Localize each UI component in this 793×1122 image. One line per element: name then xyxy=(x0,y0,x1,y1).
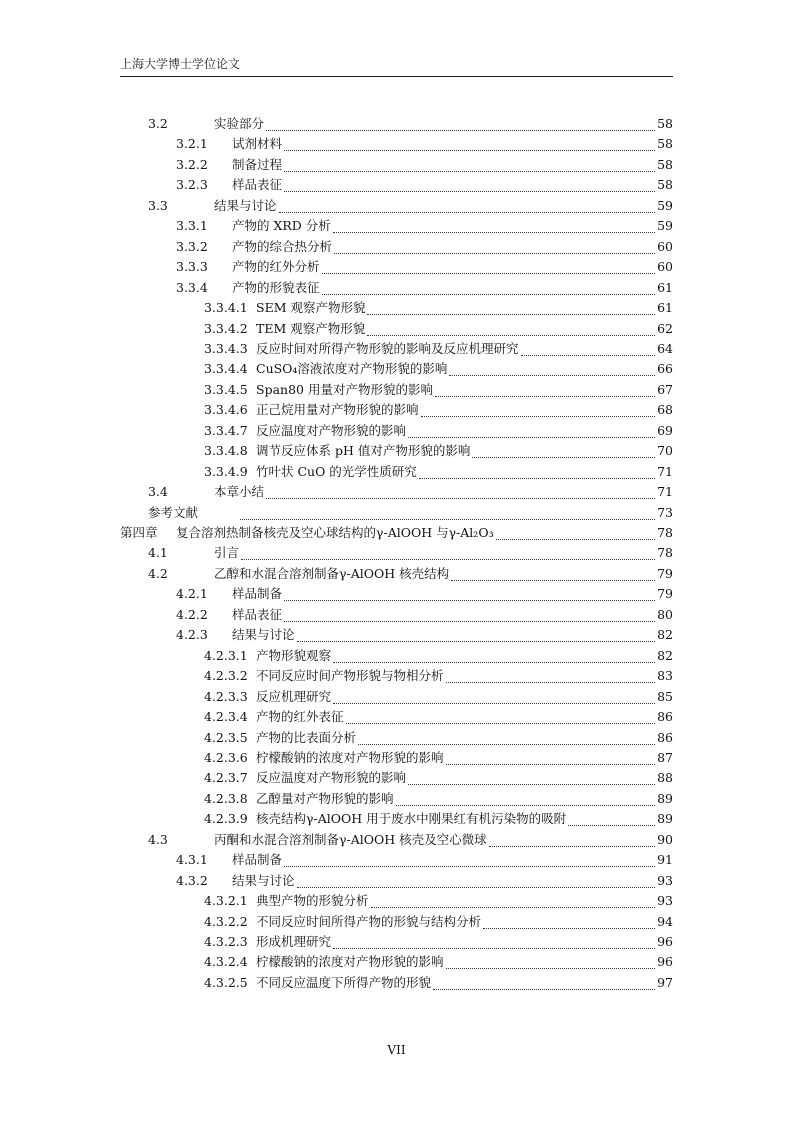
toc-entry-page: 82 xyxy=(657,647,673,663)
toc-entry-title: 柠檬酸钠的浓度对产物形貌的影响 xyxy=(256,954,444,970)
dot-leader xyxy=(284,620,655,622)
dot-leader xyxy=(322,293,656,295)
toc-entry-page: 78 xyxy=(657,545,673,561)
dot-leader xyxy=(489,845,656,847)
toc-entry[interactable] xyxy=(176,584,673,604)
toc-entry-number: 3.3.4.7 xyxy=(204,422,248,438)
toc-entry[interactable] xyxy=(204,973,673,993)
toc-entry[interactable] xyxy=(204,666,673,686)
toc-entry-title: 样品制备 xyxy=(232,586,283,602)
toc-entry-number: 4.3 xyxy=(148,831,168,847)
toc-entry[interactable] xyxy=(148,482,673,502)
toc-entry-title: SEM 观察产物形貌 xyxy=(256,300,366,316)
dot-leader xyxy=(358,743,655,745)
dot-leader xyxy=(333,702,655,704)
toc-entry-title: 产物的红外分析 xyxy=(232,259,320,275)
toc-entry-title: 调节反应体系 pH 值对产物形貌的影响 xyxy=(256,443,471,459)
toc-entry-title: CuSO₄溶液浓度对产物形貌的影响 xyxy=(256,361,448,377)
toc-entry-number: 3.3 xyxy=(148,197,168,213)
toc-entry-page: 58 xyxy=(657,177,673,193)
toc-entry[interactable] xyxy=(148,114,673,134)
toc-entry[interactable] xyxy=(148,830,673,850)
toc-entry-number: 3.2.1 xyxy=(176,136,208,152)
dot-leader xyxy=(446,681,656,683)
toc-entry[interactable] xyxy=(176,134,673,154)
toc-entry[interactable] xyxy=(204,421,673,441)
toc-entry-number: 4.2.3.7 xyxy=(204,770,248,786)
toc-entry-page: 59 xyxy=(657,197,673,213)
toc-entry[interactable] xyxy=(176,605,673,625)
dot-leader xyxy=(297,886,656,888)
toc-entry-number: 4.2.3.4 xyxy=(204,709,248,725)
toc-entry-page: 96 xyxy=(657,954,673,970)
toc-entry-number: 4.3.2.3 xyxy=(204,934,248,949)
toc-entry[interactable] xyxy=(204,319,673,339)
toc-entry-page: 90 xyxy=(657,831,673,847)
toc-entry-page: 67 xyxy=(657,381,673,397)
toc-entry-page: 59 xyxy=(657,218,673,234)
toc-entry-number: 3.3.4.6 xyxy=(204,402,248,418)
toc-entry[interactable] xyxy=(204,728,673,748)
dot-leader xyxy=(284,149,655,151)
toc-entry-page: 64 xyxy=(657,340,673,356)
toc-entry[interactable] xyxy=(120,523,673,543)
toc-entry-page: 79 xyxy=(657,565,673,581)
toc-entry-page: 83 xyxy=(657,668,673,684)
dot-leader xyxy=(396,804,656,806)
toc-entry-number: 4.2.3.3 xyxy=(204,688,248,704)
toc-entry[interactable] xyxy=(204,707,673,727)
toc-entry-page: 91 xyxy=(657,852,673,868)
toc-entry-page: 58 xyxy=(657,116,673,131)
header-title: 上海大学博士学位论文 xyxy=(120,57,241,71)
dot-leader xyxy=(266,129,655,131)
toc-entry-title: 样品表征 xyxy=(232,177,283,193)
toc-entry-title: Span80 用量对产物形貌的影响 xyxy=(256,381,433,397)
toc-entry[interactable] xyxy=(176,175,673,195)
toc-entry-page: 69 xyxy=(657,422,673,438)
dot-leader xyxy=(333,231,655,233)
toc-entry-page: 93 xyxy=(657,872,673,888)
toc-entry-number: 4.3.1 xyxy=(176,852,208,868)
toc-entry-page: 82 xyxy=(657,627,673,643)
toc-entry-page: 89 xyxy=(657,790,673,806)
toc-entry[interactable] xyxy=(176,625,673,645)
toc-entry[interactable] xyxy=(204,646,673,666)
toc-entry-page: 93 xyxy=(657,893,673,909)
toc-entry-number: 3.3.2 xyxy=(176,238,208,254)
toc-entry[interactable] xyxy=(148,543,673,563)
dot-leader xyxy=(419,477,655,479)
dot-leader xyxy=(451,579,655,581)
toc-entry-page: 58 xyxy=(657,156,673,172)
dot-leader xyxy=(284,170,655,172)
toc-entry-number: 3.3.4.8 xyxy=(204,443,248,459)
toc-entry-title: 试剂材料 xyxy=(232,136,283,152)
toc-entry-number: 4.2.3.1 xyxy=(204,647,248,663)
toc-entry-number: 3.3.1 xyxy=(176,218,208,234)
toc-entry-page: 79 xyxy=(657,586,673,602)
toc-entry-title: 结果与讨论 xyxy=(232,627,295,643)
dot-leader xyxy=(521,354,656,356)
toc-entry[interactable] xyxy=(204,462,673,482)
toc-entry-number: 3.3.3 xyxy=(176,259,208,275)
running-header xyxy=(120,55,673,77)
toc-entry[interactable] xyxy=(204,932,673,952)
toc-entry-title: 形成机理研究 xyxy=(256,934,332,949)
toc-entry-number: 4.2.3.9 xyxy=(204,811,248,827)
dot-leader xyxy=(435,395,655,397)
toc-entry-page: 60 xyxy=(657,259,673,275)
toc-entry-page: 80 xyxy=(657,606,673,622)
toc-entry-page: 68 xyxy=(657,402,673,418)
dot-leader xyxy=(334,252,655,254)
toc-entry-number: 4.1 xyxy=(148,545,168,561)
dot-leader xyxy=(367,334,655,336)
dot-leader xyxy=(472,456,655,458)
toc-entry-number: 参考文献 xyxy=(148,504,199,520)
toc-entry-number: 3.3.4.5 xyxy=(204,381,248,397)
dot-leader xyxy=(408,436,655,438)
toc-entry-title: 产物的形貌表征 xyxy=(232,279,320,295)
toc-entry[interactable] xyxy=(204,891,673,911)
toc-entry-page: 61 xyxy=(657,300,673,316)
toc-entry-number: 4.2.2 xyxy=(176,606,208,622)
toc-entry[interactable] xyxy=(148,564,673,584)
toc-entry[interactable] xyxy=(176,871,673,891)
toc-entry-number: 4.3.2.5 xyxy=(204,974,248,990)
toc-entry-number: 4.2.1 xyxy=(176,586,208,602)
toc-entry-page: 70 xyxy=(657,443,673,459)
toc-entry-number: 3.2.3 xyxy=(176,177,208,193)
toc-entry-title: 乙醇量对产物形貌的影响 xyxy=(256,790,394,806)
dot-leader xyxy=(449,374,655,376)
toc-entry-title: 结果与讨论 xyxy=(214,197,277,213)
toc-entry-number: 4.3.2.4 xyxy=(204,954,248,970)
dot-leader xyxy=(371,906,656,908)
toc-entry-title: 引言 xyxy=(214,545,240,561)
toc-entry[interactable] xyxy=(176,237,673,257)
dot-leader xyxy=(421,415,656,417)
toc-entry-title: 反应温度对产物形貌的影响 xyxy=(256,422,407,438)
toc-entry-page: 96 xyxy=(657,934,673,949)
toc-entry[interactable] xyxy=(204,400,673,420)
dot-leader xyxy=(240,518,655,520)
toc-entry-page: 58 xyxy=(657,136,673,152)
toc-entry-title: 不同反应温度下所得产物的形貌 xyxy=(256,974,432,990)
toc-entry[interactable] xyxy=(176,278,673,298)
toc-entry-title: 产物的 XRD 分析 xyxy=(232,218,331,234)
toc-entry-title: 产物的比表面分析 xyxy=(256,729,357,745)
toc-entry[interactable] xyxy=(148,196,673,216)
toc-entry-number: 3.3.4 xyxy=(176,279,208,295)
toc-entry-number: 4.3.2.1 xyxy=(204,893,248,909)
toc-entry-number: 4.2.3.6 xyxy=(204,749,248,765)
dot-leader xyxy=(446,967,656,969)
toc-entry-page: 66 xyxy=(657,361,673,377)
dot-leader xyxy=(284,865,655,867)
toc-entry-title: 反应温度对产物形貌的影响 xyxy=(256,770,407,786)
toc-entry[interactable] xyxy=(148,503,673,523)
toc-entry-number: 4.2 xyxy=(148,565,168,581)
toc-entry-page: 97 xyxy=(657,974,673,990)
toc-entry-number: 3.3.4.4 xyxy=(204,361,248,377)
toc-entry-title: 样品表征 xyxy=(232,606,283,622)
toc-entry[interactable] xyxy=(176,216,673,236)
toc-entry-title: 反应时间对所得产物形貌的影响及反应机理研究 xyxy=(256,340,519,356)
toc-entry-page: 94 xyxy=(657,913,673,929)
toc-entry-page: 60 xyxy=(657,238,673,254)
dot-leader xyxy=(346,722,656,724)
dot-leader xyxy=(333,947,655,949)
toc-entry[interactable] xyxy=(204,359,673,379)
toc-entry-title: TEM 观察产物形貌 xyxy=(256,320,366,336)
toc-entry-number: 4.2.3.2 xyxy=(204,668,248,684)
toc-entry-title: 正己烷用量对产物形貌的影响 xyxy=(256,402,419,418)
toc-entry-number: 3.3.4.1 xyxy=(204,300,248,316)
toc-entry-title: 竹叶状 CuO 的光学性质研究 xyxy=(256,463,417,479)
toc-entry-title: 实验部分 xyxy=(214,116,265,131)
toc-entry-number: 3.3.4.3 xyxy=(204,340,248,356)
toc-entry-number: 3.2.2 xyxy=(176,156,208,172)
toc-entry-title: 不同反应时间所得产物的形貌与结构分析 xyxy=(256,913,482,929)
toc-entry-title: 制备过程 xyxy=(232,156,283,172)
toc-entry-number: 3.2 xyxy=(148,116,168,131)
dot-leader xyxy=(483,927,655,929)
toc-entry-page: 86 xyxy=(657,709,673,725)
toc-entry-number: 4.2.3.8 xyxy=(204,790,248,806)
toc-entry-page: 61 xyxy=(657,279,673,295)
dot-leader xyxy=(367,313,655,315)
toc-entry-title: 复合溶剂热制备核壳及空心球结构的γ-AlOOH 与γ-Al₂O₃ xyxy=(176,525,494,540)
toc-entry[interactable] xyxy=(204,768,673,788)
toc-entry-number: 4.3.2 xyxy=(176,872,208,888)
toc-entry-page: 89 xyxy=(657,811,673,827)
dot-leader xyxy=(568,824,655,826)
toc-entry-title: 不同反应时间产物形貌与物相分析 xyxy=(256,668,444,684)
toc-entry[interactable] xyxy=(176,155,673,175)
dot-leader xyxy=(446,763,656,765)
toc-entry-number: 4.2.3 xyxy=(176,627,208,643)
dot-leader xyxy=(279,211,656,213)
toc-entry-title: 样品制备 xyxy=(232,852,283,868)
page-number: VII xyxy=(387,1043,406,1057)
dot-leader xyxy=(284,190,655,192)
toc-entry[interactable] xyxy=(204,789,673,809)
toc-entry-page: 73 xyxy=(657,504,673,520)
toc-entry-number: 3.3.4.2 xyxy=(204,320,248,336)
dot-leader xyxy=(284,599,655,601)
toc-entry[interactable] xyxy=(176,850,673,870)
toc-entry[interactable] xyxy=(204,748,673,768)
dot-leader xyxy=(333,661,655,663)
toc-entry[interactable] xyxy=(176,257,673,277)
toc-entry-title: 反应机理研究 xyxy=(256,688,332,704)
toc-entry[interactable] xyxy=(204,687,673,707)
dot-leader xyxy=(433,988,655,990)
toc-entry-page: 71 xyxy=(657,484,673,500)
toc-entry-number: 4.2.3.5 xyxy=(204,729,248,745)
toc-entry-page: 88 xyxy=(657,770,673,786)
toc-entry-number: 3.4 xyxy=(148,484,168,500)
toc-entry-page: 71 xyxy=(657,463,673,479)
toc-entry[interactable] xyxy=(204,912,673,932)
toc-entry[interactable] xyxy=(204,441,673,461)
toc-entry-title: 产物形貌观察 xyxy=(256,647,332,663)
toc-entry-number: 4.3.2.2 xyxy=(204,913,248,929)
toc-entry-page: 62 xyxy=(657,320,673,336)
dot-leader xyxy=(408,783,655,785)
dot-leader xyxy=(496,538,656,540)
toc-entry-page: 85 xyxy=(657,688,673,704)
page-footer xyxy=(0,1043,793,1057)
toc-entry-number: 第四章 xyxy=(120,525,158,540)
toc-entry[interactable] xyxy=(204,380,673,400)
toc-entry[interactable] xyxy=(204,952,673,972)
toc-entry-title: 产物的综合热分析 xyxy=(232,238,333,254)
toc-entry-title: 典型产物的形貌分析 xyxy=(256,893,369,909)
toc-entry-page: 86 xyxy=(657,729,673,745)
toc-entry-number: 3.3.4.9 xyxy=(204,463,248,479)
dot-leader xyxy=(241,558,655,560)
toc-entry-title: 本章小结 xyxy=(214,484,265,500)
dot-leader xyxy=(266,497,655,499)
dot-leader xyxy=(322,272,656,274)
toc-entry-title: 结果与讨论 xyxy=(232,872,295,888)
toc-entry-title: 产物的红外表征 xyxy=(256,709,344,725)
toc-entry-title: 丙酮和水混合溶剂制备γ-AlOOH 核壳及空心微球 xyxy=(214,831,487,847)
dot-leader xyxy=(297,640,656,642)
toc-entry-title: 柠檬酸钠的浓度对产物形貌的影响 xyxy=(256,749,444,765)
toc-entry-title: 乙醇和水混合溶剂制备γ-AlOOH 核壳结构 xyxy=(214,565,450,581)
toc-entry[interactable] xyxy=(204,809,673,829)
toc-entry[interactable] xyxy=(204,298,673,318)
toc-entry[interactable] xyxy=(204,339,673,359)
toc-entry-page: 78 xyxy=(657,525,673,540)
toc-entry-title: 核壳结构γ-AlOOH 用于废水中刚果红有机污染物的吸附 xyxy=(256,811,567,827)
toc-entry-page: 87 xyxy=(657,749,673,765)
